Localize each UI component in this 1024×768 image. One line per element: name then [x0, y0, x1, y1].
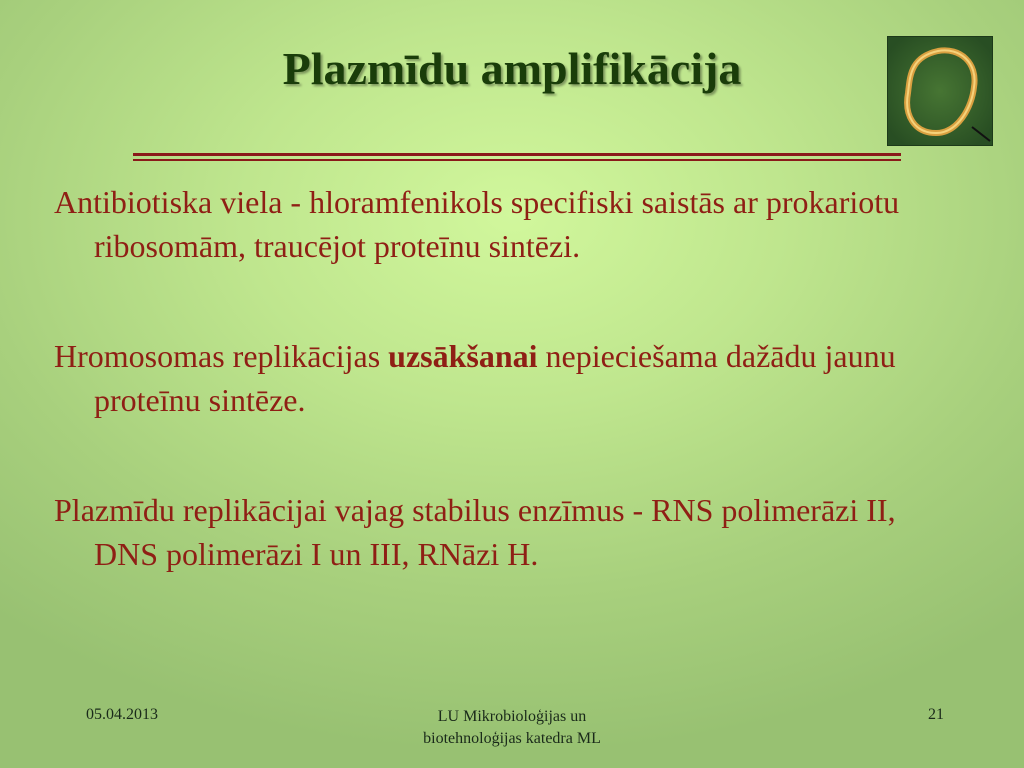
- paragraph-2: [54, 334, 954, 422]
- footer-org-line-1: LU Mikrobioloģijas un: [437, 708, 587, 725]
- paragraph-3: [54, 488, 954, 576]
- plasmid-image: [887, 36, 993, 146]
- paragraph-1: [54, 180, 954, 268]
- paragraph-3-text: Plazmīdu replikācijai vajag stabilus enzīmus - RNS polimerāzi II, DNS polimerāzi I un III, RNāzi H.: [54, 492, 896, 572]
- slide-title: Plazmīdu amplifikācija: [282, 43, 742, 94]
- footer-page-number: 21: [928, 706, 944, 723]
- slide-body: [54, 180, 954, 642]
- footer-org-line-2: biotehnoloģijas katedra ML: [423, 730, 601, 747]
- footer-date: 05.04.2013: [86, 706, 158, 723]
- plasmid-ring-icon: [888, 37, 992, 145]
- paragraph-2-text-end: nepieciešama dažādu jaunu proteīnu sintēze.: [94, 338, 896, 418]
- footer-organization: [0, 706, 1024, 750]
- paragraph-1-text: Antibiotiska viela - hloramfenikols specifiski saistās ar prokariotu ribosomām, traucējot proteīnu sintēzi.: [54, 184, 900, 264]
- title-divider: [133, 153, 901, 156]
- paragraph-2-bold: uzsākšanai: [388, 338, 538, 374]
- paragraph-2-text-start: Hromosomas replikācijas: [54, 338, 389, 374]
- title-divider-thin: [133, 159, 901, 161]
